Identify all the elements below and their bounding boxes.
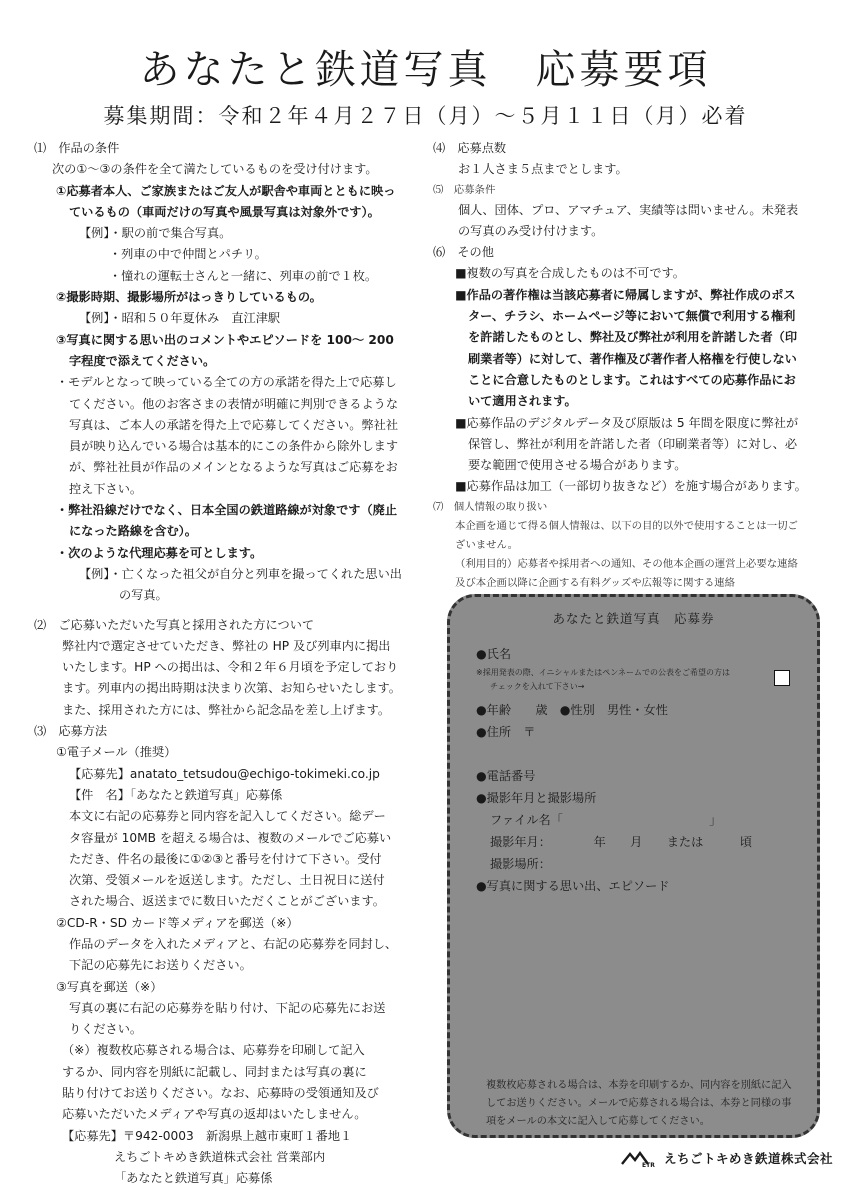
right-text-line: ター、チラシ、ホームページ等において無償で利用する権利 xyxy=(468,309,796,324)
left-text-line: 員が映り込んでいる場合は基本的にこの条件から除外します xyxy=(69,439,399,454)
coupon-phone-field: ●電話番号 xyxy=(476,769,536,783)
left-text-line: ①電子メール（推奨） xyxy=(56,745,177,760)
right-text-line: ざいません。 xyxy=(455,538,518,551)
left-text-line: ているもの（車両だけの写真や風景写真は対象外です）。 xyxy=(69,204,380,219)
coupon-place-field: 撮影場所： xyxy=(490,857,551,871)
left-text-line: 写真の裏に右記の応募券を貼り付け、下記の応募先にお送 xyxy=(69,1000,386,1015)
right-text-line: ⑷ 応募点数 xyxy=(433,141,507,155)
left-text-line: 貼り付けてお送りください。なお、応募時の受領通知及び xyxy=(62,1086,379,1101)
left-text-line: 【例】・亡くなった祖父が自分と列車を撮ってくれた思い出 xyxy=(79,566,402,581)
left-text-line: ・弊社沿線だけでなく、日本全国の鉄道路線が対象です（廃止 xyxy=(56,503,398,518)
left-text-line: ①応募者本人、ご家族またはご友人が駅舎や車両とともに映っ xyxy=(56,183,396,198)
right-text-line: ⑺ 個人情報の取り扱い xyxy=(433,500,548,513)
left-text-line: タ容量が 10MB を超える場合は、複数のメールでご応募い xyxy=(69,830,392,845)
left-column xyxy=(34,138,414,1190)
left-spacer xyxy=(34,607,414,615)
left-text-line: 写真は、ご本人の承諾を得た上で応募してください。弊社社 xyxy=(69,417,399,432)
coupon-date-field: 撮影年月： 年 月 または 頃 xyxy=(490,835,753,849)
application-coupon xyxy=(447,594,820,1138)
left-text-line: 【例】・昭和５０年夏休み 直江津駅 xyxy=(79,311,281,326)
right-text-line: いて適用されます。 xyxy=(468,394,577,409)
right-text-line: ⑹ その他 xyxy=(433,245,494,260)
left-text-line: ・列車の中で仲間とパチリ。 xyxy=(109,247,267,262)
logo-mark-text: ETR xyxy=(642,1162,655,1168)
right-text-line: 個人、団体、プロ、アマチュア、実績等は問いません。未発表 xyxy=(458,202,799,217)
coupon-memory-field: ●写真に関する思い出、エピソード xyxy=(476,879,670,893)
left-text-line: 下記の応募先にお送りください。 xyxy=(69,958,252,973)
right-text-line: 要な範囲で使用させる場合があります。 xyxy=(468,458,687,473)
right-text-line: 刷業者等）に対して、著作権及び著作者人格権を行使しない xyxy=(468,351,797,366)
right-text-line: ■応募作品のデジタルデータ及び原版は 5 年間を限度に弊社が xyxy=(455,415,799,430)
left-text-line: てください。他のお客さまの表情が明確に判別できるような xyxy=(69,396,399,411)
left-text-line: 【件 名】「あなたと鉄道写真」応募係 xyxy=(69,787,283,802)
coupon-name-field: ●氏名 xyxy=(476,647,512,661)
left-text-line: 「あなたと鉄道写真」応募係 xyxy=(114,1171,273,1186)
right-text-line: 本企画を通じて得る個人情報は、以下の目的以外で使用することは一切ご xyxy=(455,519,798,532)
left-text-line: するか、同内容を別紙に記載し、同封または写真の裏に xyxy=(62,1064,367,1079)
right-text-line: ⑸ 応募条件 xyxy=(433,183,496,196)
left-text-line: ③写真を郵送（※） xyxy=(56,979,163,994)
right-text-line: 保管し、弊社が利用を許諾した者（印刷業者等）に対し、必 xyxy=(468,436,798,451)
application-period: 募集期間：令和２年４月２７日（月）～５月１１日（月）必着 xyxy=(103,104,748,128)
left-text-line: ②CD-R・SD カード等メディアを郵送（※） xyxy=(56,915,299,930)
left-text-line: ・モデルとなって映っている全ての方の承諾を得た上で応募し xyxy=(56,375,397,390)
left-text-line: （※）複数枚応募される場合は、応募券を印刷して記入 xyxy=(62,1043,365,1058)
left-text-line: ・次のような代理応募を可とします。 xyxy=(56,545,263,560)
right-text-line: ■応募作品は加工（一部切り抜きなど）を施す場合があります。 xyxy=(455,479,807,494)
right-text-line: の写真のみ受け付けます。 xyxy=(458,223,604,238)
left-text-line: ②撮影時期、撮影場所がはっきりしているもの。 xyxy=(56,290,322,305)
right-text-line: ■複数の写真を合成したものは不可です。 xyxy=(455,266,685,281)
right-text-line: ことに合意したものとします。これはすべての応募作品にお xyxy=(468,372,796,387)
left-text-line: 【応募先】〒942-0003 新潟県上越市東町１番地１ xyxy=(62,1128,353,1143)
right-text-line: （利用目的）応募者や採用者への通知、その他本企画の運営上必要な連絡 xyxy=(455,557,798,570)
coupon-name-note-1: ※採用発表の際、イニシャルまたはペンネームでの公表をご希望の方は xyxy=(476,668,730,677)
right-text-line: お１人さま５点までとします。 xyxy=(458,162,628,177)
left-text-line: ます。列車内の掲出時期は決まり次第、お知らせいたします。 xyxy=(62,681,401,696)
left-text-line: ただき、件名の最後に①②③と番号を付けて下さい。受付 xyxy=(69,851,382,866)
coupon-filename-field: ファイル名「 」 xyxy=(490,813,722,827)
initial-pen-name-checkbox[interactable] xyxy=(774,670,790,686)
etr-logo-icon xyxy=(620,1148,660,1168)
coupon-name-note-2: チェックを入れて下さい→ xyxy=(490,682,585,691)
left-text-line: 字程度で添えてください。 xyxy=(69,353,216,368)
right-column xyxy=(433,138,818,593)
left-text-line: の写真。 xyxy=(119,588,168,603)
left-text-line: 次の①～③の条件を全て満たしているものを受け付けます。 xyxy=(52,162,378,177)
left-text-line: いたします。HP への掲出は、令和２年６月頃を予定しており xyxy=(62,660,399,675)
right-text-line: 及び本企画以降に企画する有料グッズや広報等に関する連絡 xyxy=(455,576,736,589)
company-name: えちごトキめき鉄道株式会社 xyxy=(664,1151,834,1166)
coupon-title: あなたと鉄道写真 応募券 xyxy=(552,611,715,626)
left-text-line: された場合、返送までに数日いただくことがございます。 xyxy=(69,894,385,909)
left-text-line: ・憧れの運転士さんと一緒に、列車の前で１枚。 xyxy=(109,268,378,283)
left-text-line: ⑶ 応募方法 xyxy=(34,724,108,739)
left-text-line: 【例】・駅の前で集合写真。 xyxy=(79,226,232,241)
left-text-line: りください。 xyxy=(69,1022,143,1037)
left-text-line: ③写真に関する思い出のコメントやエピソードを 100～ 200 xyxy=(56,332,394,347)
right-text-line: を許諾したものとし、弊社及び弊社が利用を許諾した者（印 xyxy=(468,330,798,345)
company-logo xyxy=(620,1148,833,1168)
left-text-line: 次第、受領メールを返送します。ただし、土日祝日に送付 xyxy=(69,873,385,888)
coupon-shooting-field: ●撮影年月と撮影場所 xyxy=(476,791,597,805)
left-text-line: 本文に右記の応募券と同内容を記入してください。総デー xyxy=(69,809,386,824)
left-text-line: また、採用された方には、弊社から記念品を差し上げます。 xyxy=(62,702,391,717)
coupon-age-gender-field: ●年齢 歳 ●性別 男性・女性 xyxy=(476,703,668,717)
left-text-line: ⑴ 作品の条件 xyxy=(34,141,120,155)
left-text-line: 弊社内で選定させていただき、弊社の HP 及び列車内に掲出 xyxy=(62,638,391,653)
coupon-address-field: ●住所 〒 xyxy=(476,725,536,739)
left-text-line: 作品のデータを入れたメディアと、右記の応募券を同封し、 xyxy=(69,936,398,951)
right-text-line: ■作品の著作権は当該応募者に帰属しますが、弊社作成のポス xyxy=(455,287,796,302)
left-text-line: 応募いただいたメディアや写真の返却はいたしません。 xyxy=(62,1107,367,1122)
left-text-line: 控え下さい。 xyxy=(69,481,143,496)
left-text-line: ⑵ ご応募いただいた写真と採用された方について xyxy=(34,617,315,632)
coupon-note: 複数枚応募される場合は、本券を印刷するか、同内容を別紙に記入してお送りください。メールで応募される場合は、本券と同様の事項をメールの本文に記入して応募してください。 xyxy=(486,1080,792,1127)
left-text-line: が、弊社社員が作品のメインとなるような写真はご応募をお xyxy=(69,460,398,475)
left-text-line: えちごトキめき鉄道株式会社 営業部内 xyxy=(114,1149,326,1164)
left-text-line: になった路線を含む）。 xyxy=(69,524,197,539)
page-title: あなたと鉄道写真 応募要項 xyxy=(139,47,712,93)
left-text-line: 【応募先】anatato_tetsudou@echigo-tokimeki.co.jp xyxy=(69,766,380,781)
